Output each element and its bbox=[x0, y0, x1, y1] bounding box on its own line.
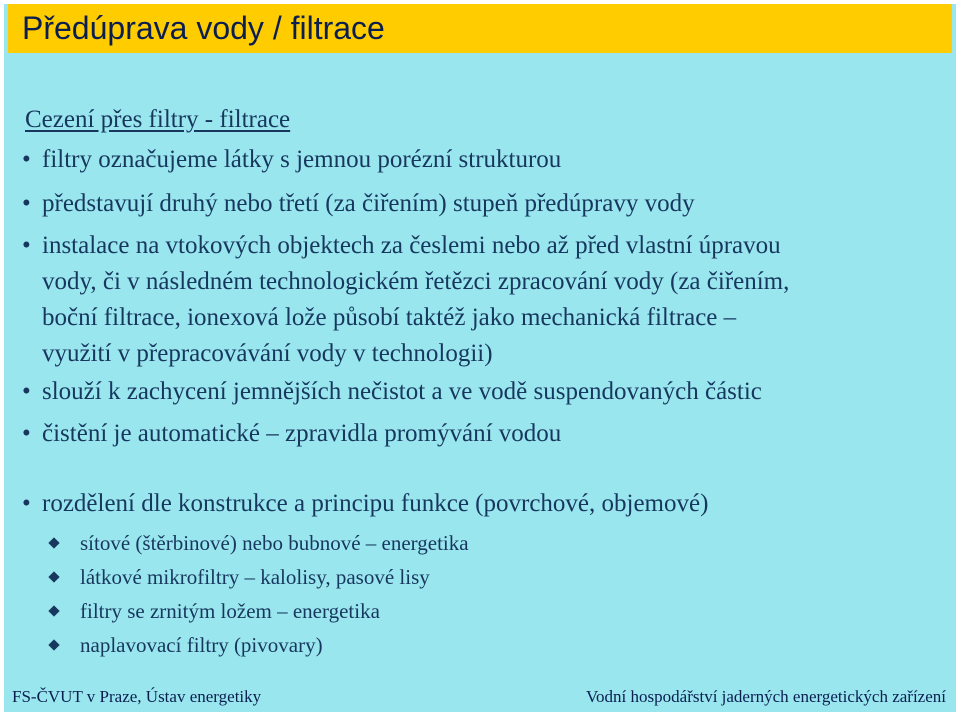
bullet-text: filtry označujeme látky s jemnou porézní strukturou bbox=[42, 146, 562, 173]
bullet-text: čistění je automatické – zpravidla promývání vodou bbox=[42, 420, 562, 447]
bullet-dot-icon: • bbox=[22, 420, 31, 447]
bullet-dot-icon: • bbox=[22, 490, 31, 517]
bullet-text: slouží k zachycení jemnějších nečistot a ve vodě suspendovaných částic bbox=[42, 378, 762, 405]
sub-bullet-text: filtry se zrnitým ložem – energetika bbox=[80, 599, 380, 623]
slide-title: Předúprava vody / filtrace bbox=[22, 10, 385, 46]
bullet-text-line: vody, či v následném technologickém řetězci zpracování vody (za čiřením, bbox=[42, 268, 790, 295]
bullet-dot-icon: • bbox=[22, 190, 31, 217]
bullet-text-line: boční filtrace, ionexová lože působí taktéž jako mechanická filtrace – bbox=[42, 304, 737, 331]
sub-bullet-text: naplavovací filtry (pivovary) bbox=[80, 633, 323, 657]
footer-left: FS-ČVUT v Praze, Ústav energetiky bbox=[12, 687, 262, 706]
slide-subtitle: Cezení přes filtry - filtrace bbox=[25, 106, 291, 133]
bullet-dot-icon: • bbox=[22, 146, 31, 173]
bullet-text-line: instalace na vtokových objektech za česlemi nebo až před vlastní úpravou bbox=[42, 232, 781, 259]
bullet-text-line: využití v přepracovávání vody v technologii) bbox=[42, 340, 493, 367]
bullet-dot-icon: • bbox=[22, 378, 31, 405]
bullet-dot-icon: • bbox=[22, 232, 31, 259]
sub-bullet-text: látkové mikrofiltry – kalolisy, pasové lisy bbox=[80, 565, 430, 589]
bullet-text: rozdělení dle konstrukce a principu funkce (povrchové, objemové) bbox=[42, 490, 709, 517]
sub-bullet-text: sítové (štěrbinové) nebo bubnové – energetika bbox=[80, 531, 469, 555]
bullet-text: představují druhý nebo třetí (za čiřením) stupeň předúpravy vody bbox=[42, 190, 695, 217]
footer-right: Vodní hospodářství jaderných energetických zařízení bbox=[585, 687, 946, 706]
